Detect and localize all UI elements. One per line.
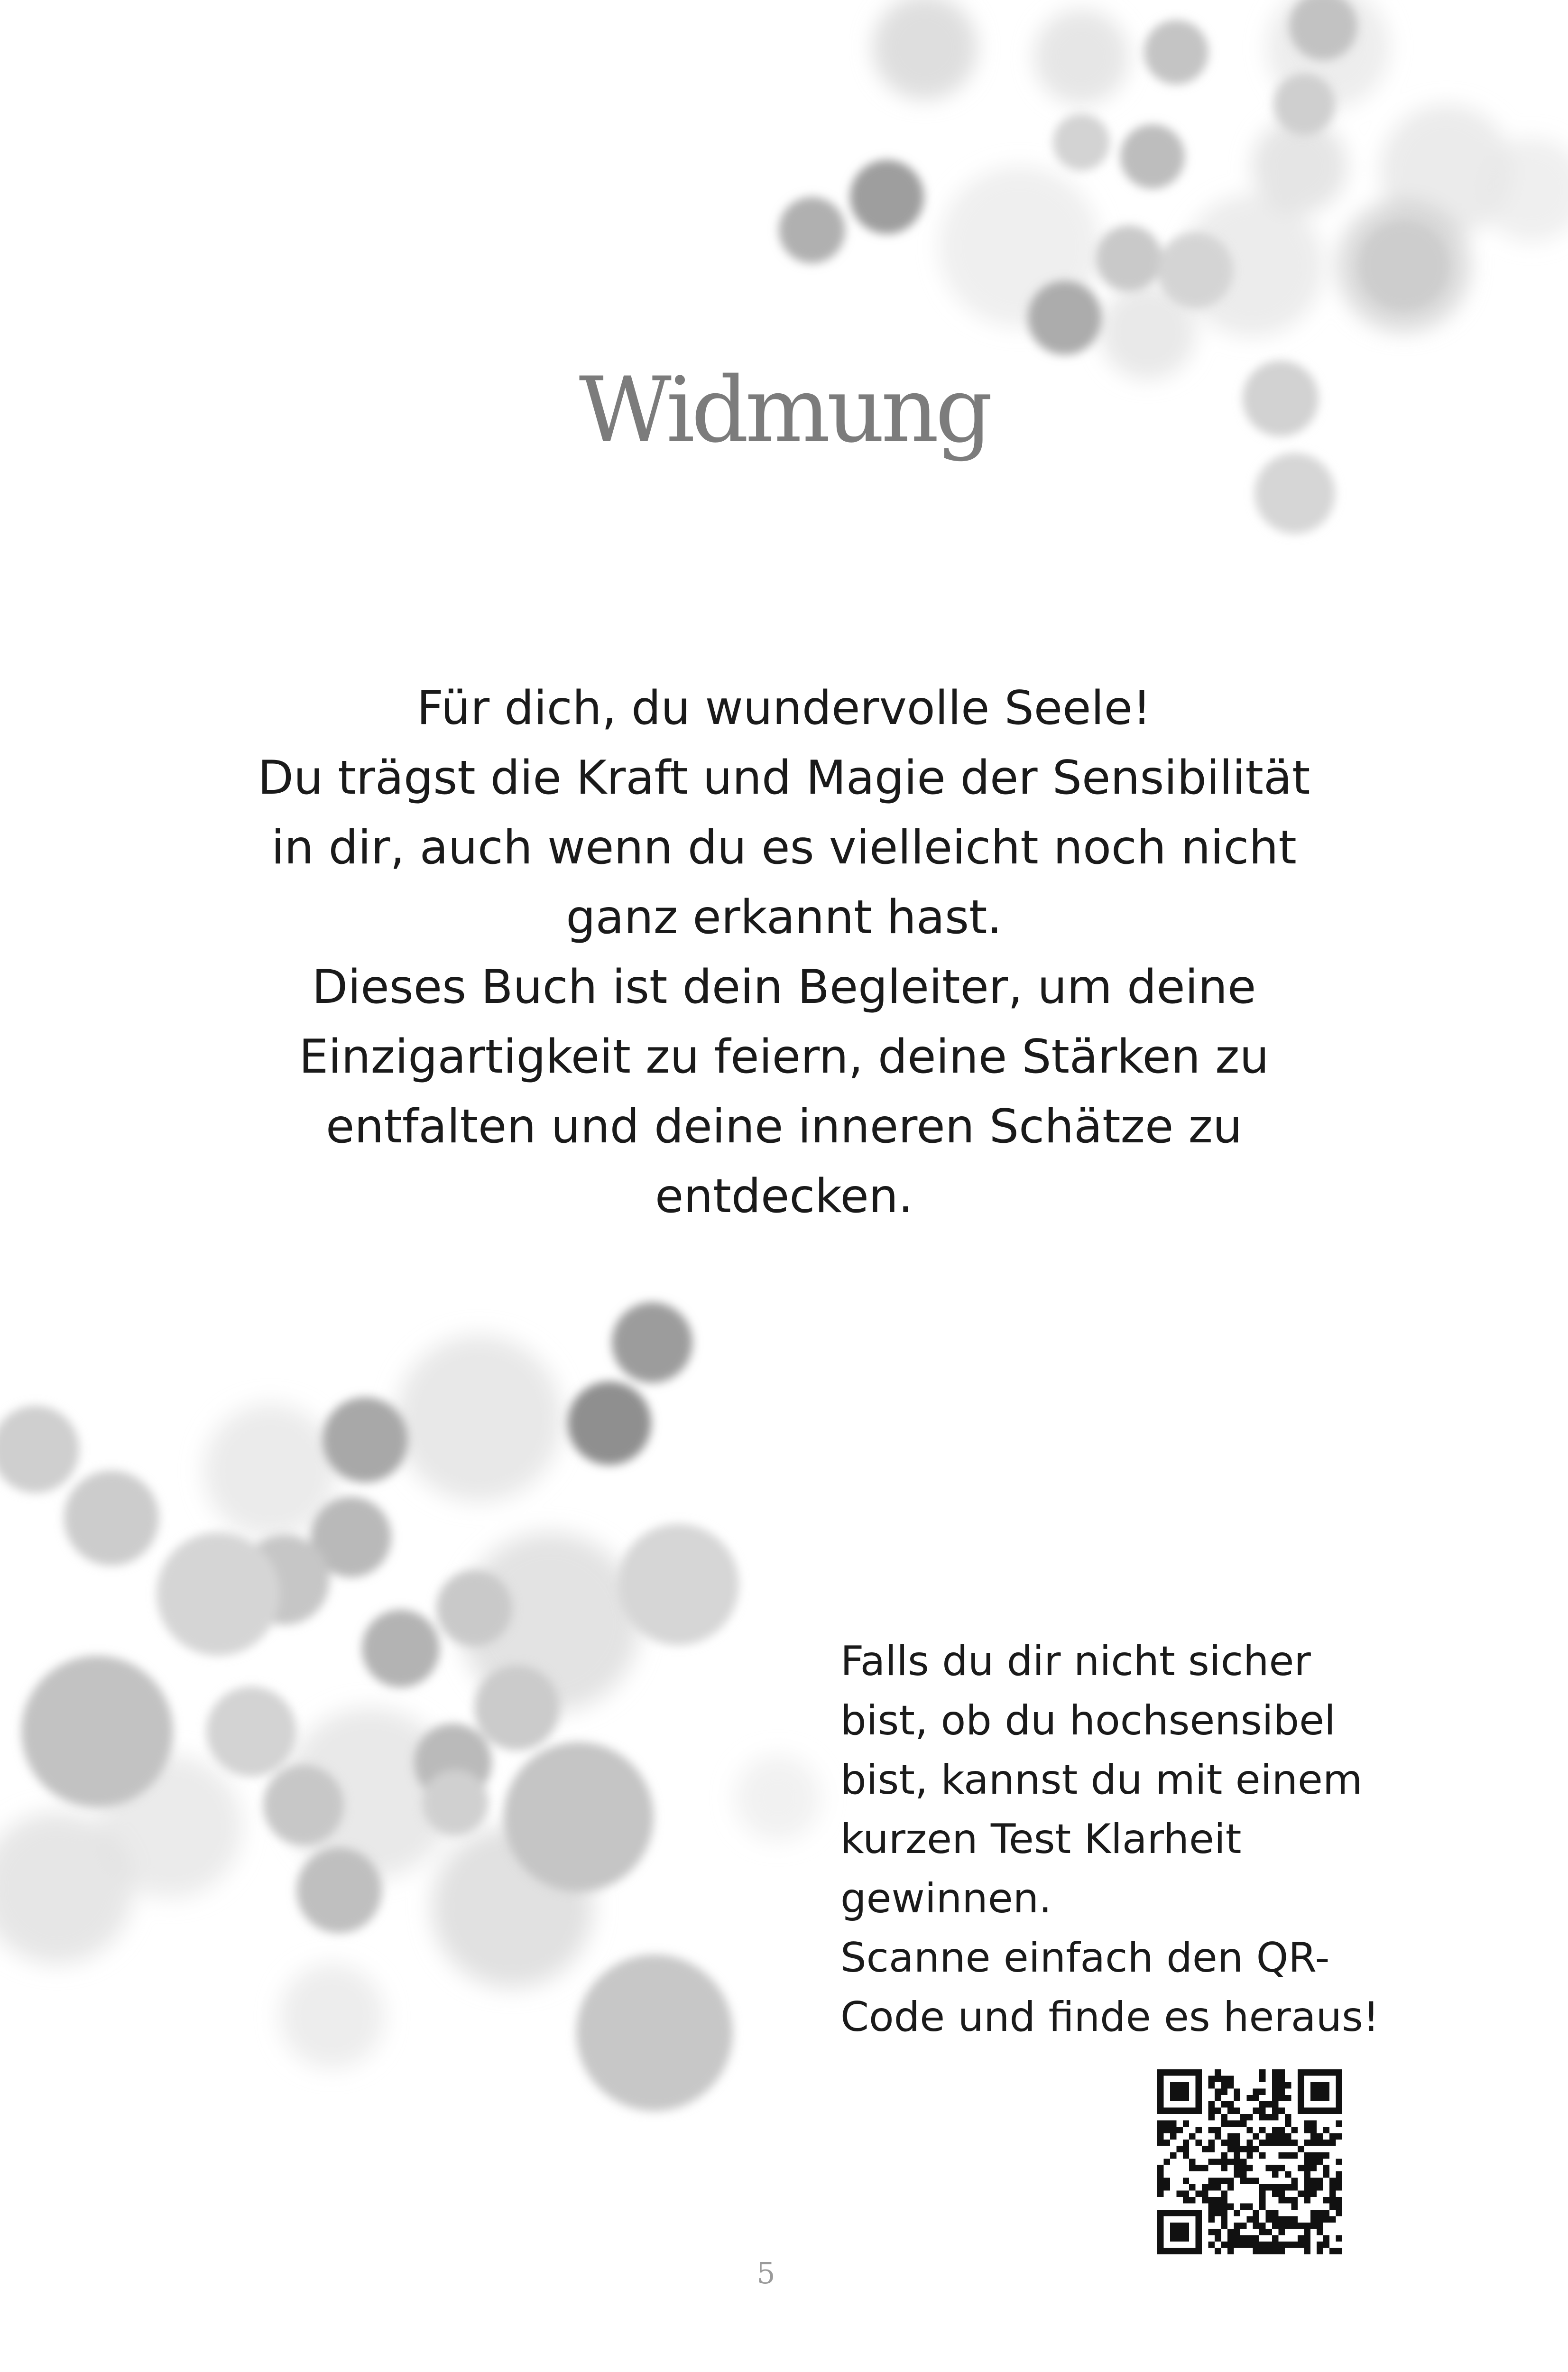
note-line: gewinnen. [840, 1875, 1052, 1922]
page-number: 5 [756, 2256, 775, 2290]
dedication-text [213, 674, 1355, 1232]
dedication-line: Dieses Buch ist dein Begleiter, um deine [312, 960, 1256, 1014]
dedication-line: in dir, auch wenn du es vielleicht noch nicht [271, 821, 1297, 875]
dedication-line: entfalten und deine inneren Schätze zu [325, 1100, 1242, 1154]
dedication-line: Du trägst die Kraft und Magie der Sensibilität [258, 751, 1310, 805]
note-line: Scanne einfach den QR- [840, 1934, 1330, 1982]
dedication-line: ganz erkannt hast. [566, 890, 1002, 945]
note-line: Code und finde es heraus! [840, 1993, 1380, 2041]
note-line: bist, ob du hochsensibel [840, 1697, 1336, 1744]
note-line: Falls du dir nicht sicher [840, 1638, 1311, 1685]
note-line: bist, kannst du mit einem [840, 1756, 1363, 1804]
qr-code-icon[interactable] [1157, 2069, 1342, 2254]
self-test-note [840, 1632, 1419, 2047]
dedication-line: Für dich, du wundervolle Seele! [416, 681, 1152, 735]
page-title: Widmung [579, 358, 989, 463]
dedication-line: Einzigartigkeit zu feiern, deine Stärken zu [299, 1030, 1269, 1084]
note-line: kurzen Test Klarheit [840, 1816, 1242, 1863]
dedication-line: entdecken. [655, 1169, 913, 1223]
